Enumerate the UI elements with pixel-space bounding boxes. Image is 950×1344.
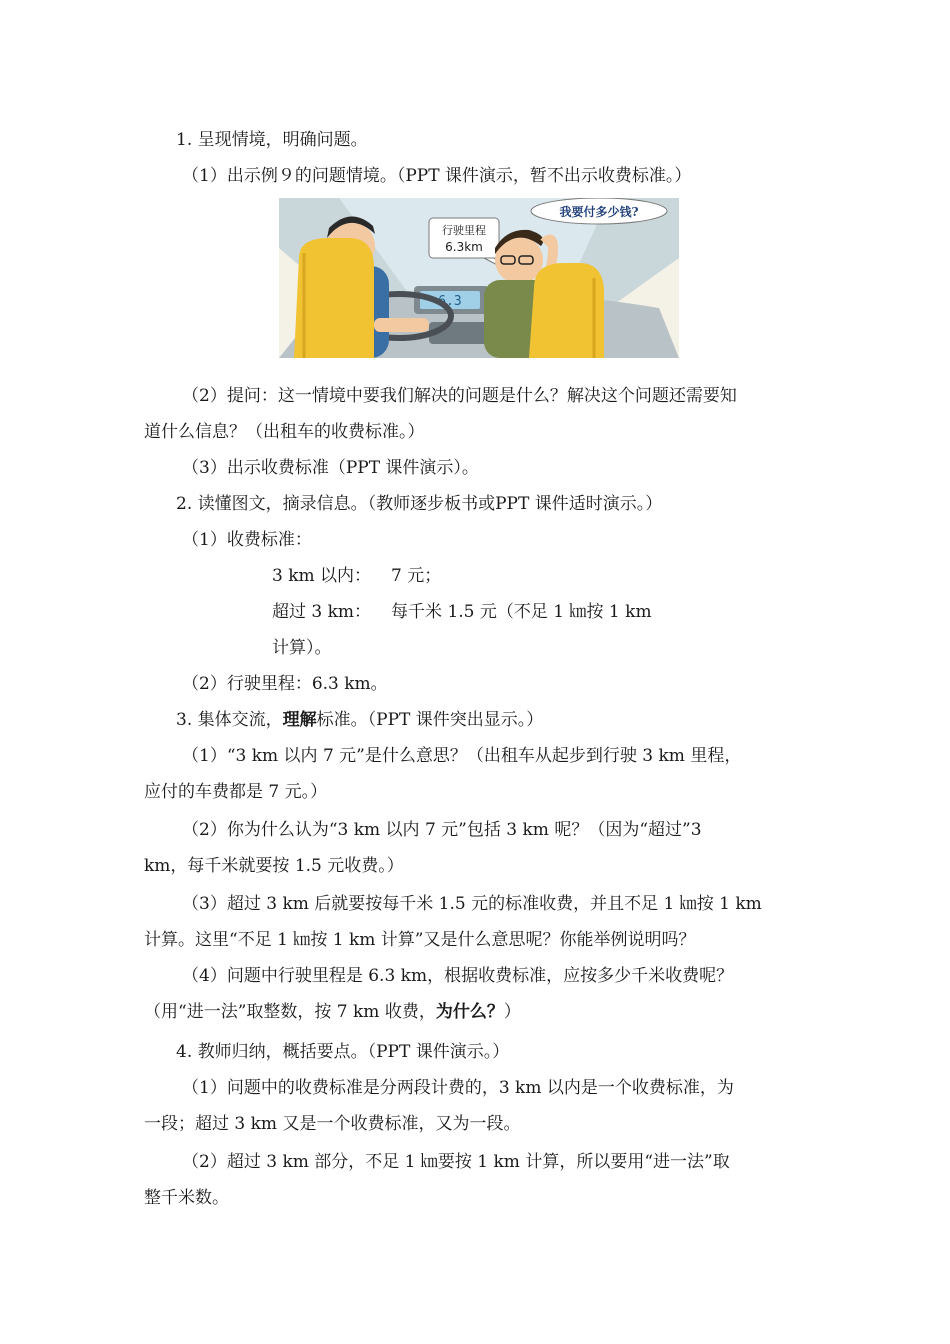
paragraph: （2）你为什么认为“3 km 以内 7 元”包括 3 km 呢？（因为“超过”3	[182, 820, 702, 840]
paragraph-text: ）	[503, 1002, 521, 1022]
fee-rule-2-price: 每千米 1.5 元（不足 1 ㎞按 1 km	[391, 602, 652, 622]
fee-rule-2-cont: 计算）。	[272, 638, 332, 658]
section-3-heading	[176, 708, 543, 732]
section-2-heading: 2. 读懂图文，摘录信息。（教师逐步板书或PPT 课件适时演示。）	[176, 494, 663, 514]
paragraph: （2）超过 3 km 部分，不足 1 ㎞要按 1 km 计算，所以要用“进一法”取	[182, 1152, 730, 1172]
paragraph: 道什么信息？（出租车的收费标准。）	[144, 422, 425, 442]
paragraph: km，每千米就要按 1.5 元收费。）	[144, 856, 404, 876]
paragraph: （2）提问：这一情境中要我们解决的问题是什么？解决这个问题还需要知	[182, 386, 737, 406]
heading-bold-text: 理解	[282, 710, 317, 730]
paragraph: （3）超过 3 km 后就要按每千米 1.5 元的标准收费，并且不足 1 ㎞按 1 km	[182, 894, 762, 914]
fee-rule-1-range: 3 km 以内：	[272, 566, 372, 586]
paragraph-text: （用“进一法”取整数，按 7 km 收费，	[144, 1002, 436, 1022]
fee-rule-1-price: 7 元；	[391, 566, 442, 586]
paragraph: （1）收费标准：	[182, 530, 312, 550]
paragraph: （2）行驶里程：6.3 km。	[182, 674, 388, 694]
taxi-scene-image	[279, 198, 679, 358]
paragraph: 应付的车费都是 7 元。）	[144, 782, 328, 802]
section-1-heading: 1. 呈现情境，明确问题。	[176, 130, 368, 150]
fee-rule-2-range: 超过 3 km：	[272, 602, 372, 622]
paragraph-bold-text: 为什么？	[435, 1002, 504, 1022]
paragraph: （1）出示例９的问题情境。（PPT 课件演示，暂不出示收费标准。）	[182, 166, 692, 186]
fee-rule-1	[272, 564, 441, 588]
section-4-heading: 4. 教师归纳，概括要点。（PPT 课件演示。）	[176, 1042, 510, 1062]
sign-line-2: 6.3km	[445, 240, 483, 254]
paragraph	[144, 1000, 521, 1024]
paragraph: （1）问题中的收费标准是分两段计费的，3 km 以内是一个收费标准，为	[182, 1078, 734, 1098]
paragraph: （1）“3 km 以内 7 元”是什么意思？（出租车从起步到行驶 3 km 里程，	[182, 746, 742, 766]
heading-text: 3. 集体交流，	[176, 710, 283, 730]
sign-line-1: 行驶里程	[442, 224, 486, 237]
paragraph: 计算。这里“不足 1 ㎞按 1 km 计算”又是什么意思呢？你能举例说明吗？	[144, 930, 696, 950]
paragraph: （4）问题中行驶里程是 6.3 km，根据收费标准，应按多少千米收费呢？	[182, 966, 734, 986]
paragraph: 一段；超过 3 km 又是一个收费标准，又为一段。	[144, 1114, 521, 1134]
fee-rule-2	[272, 600, 652, 624]
taxi-illustration	[279, 198, 679, 358]
heading-text: 标准。（PPT 课件突出显示。）	[316, 710, 544, 730]
speech-bubble-text: 我要付多少钱?	[559, 205, 639, 219]
paragraph: 整千米数。	[144, 1188, 229, 1208]
taxi-meter-display: 6.3	[438, 294, 462, 309]
paragraph: （3）出示收费标准（PPT 课件演示）。	[182, 458, 479, 478]
